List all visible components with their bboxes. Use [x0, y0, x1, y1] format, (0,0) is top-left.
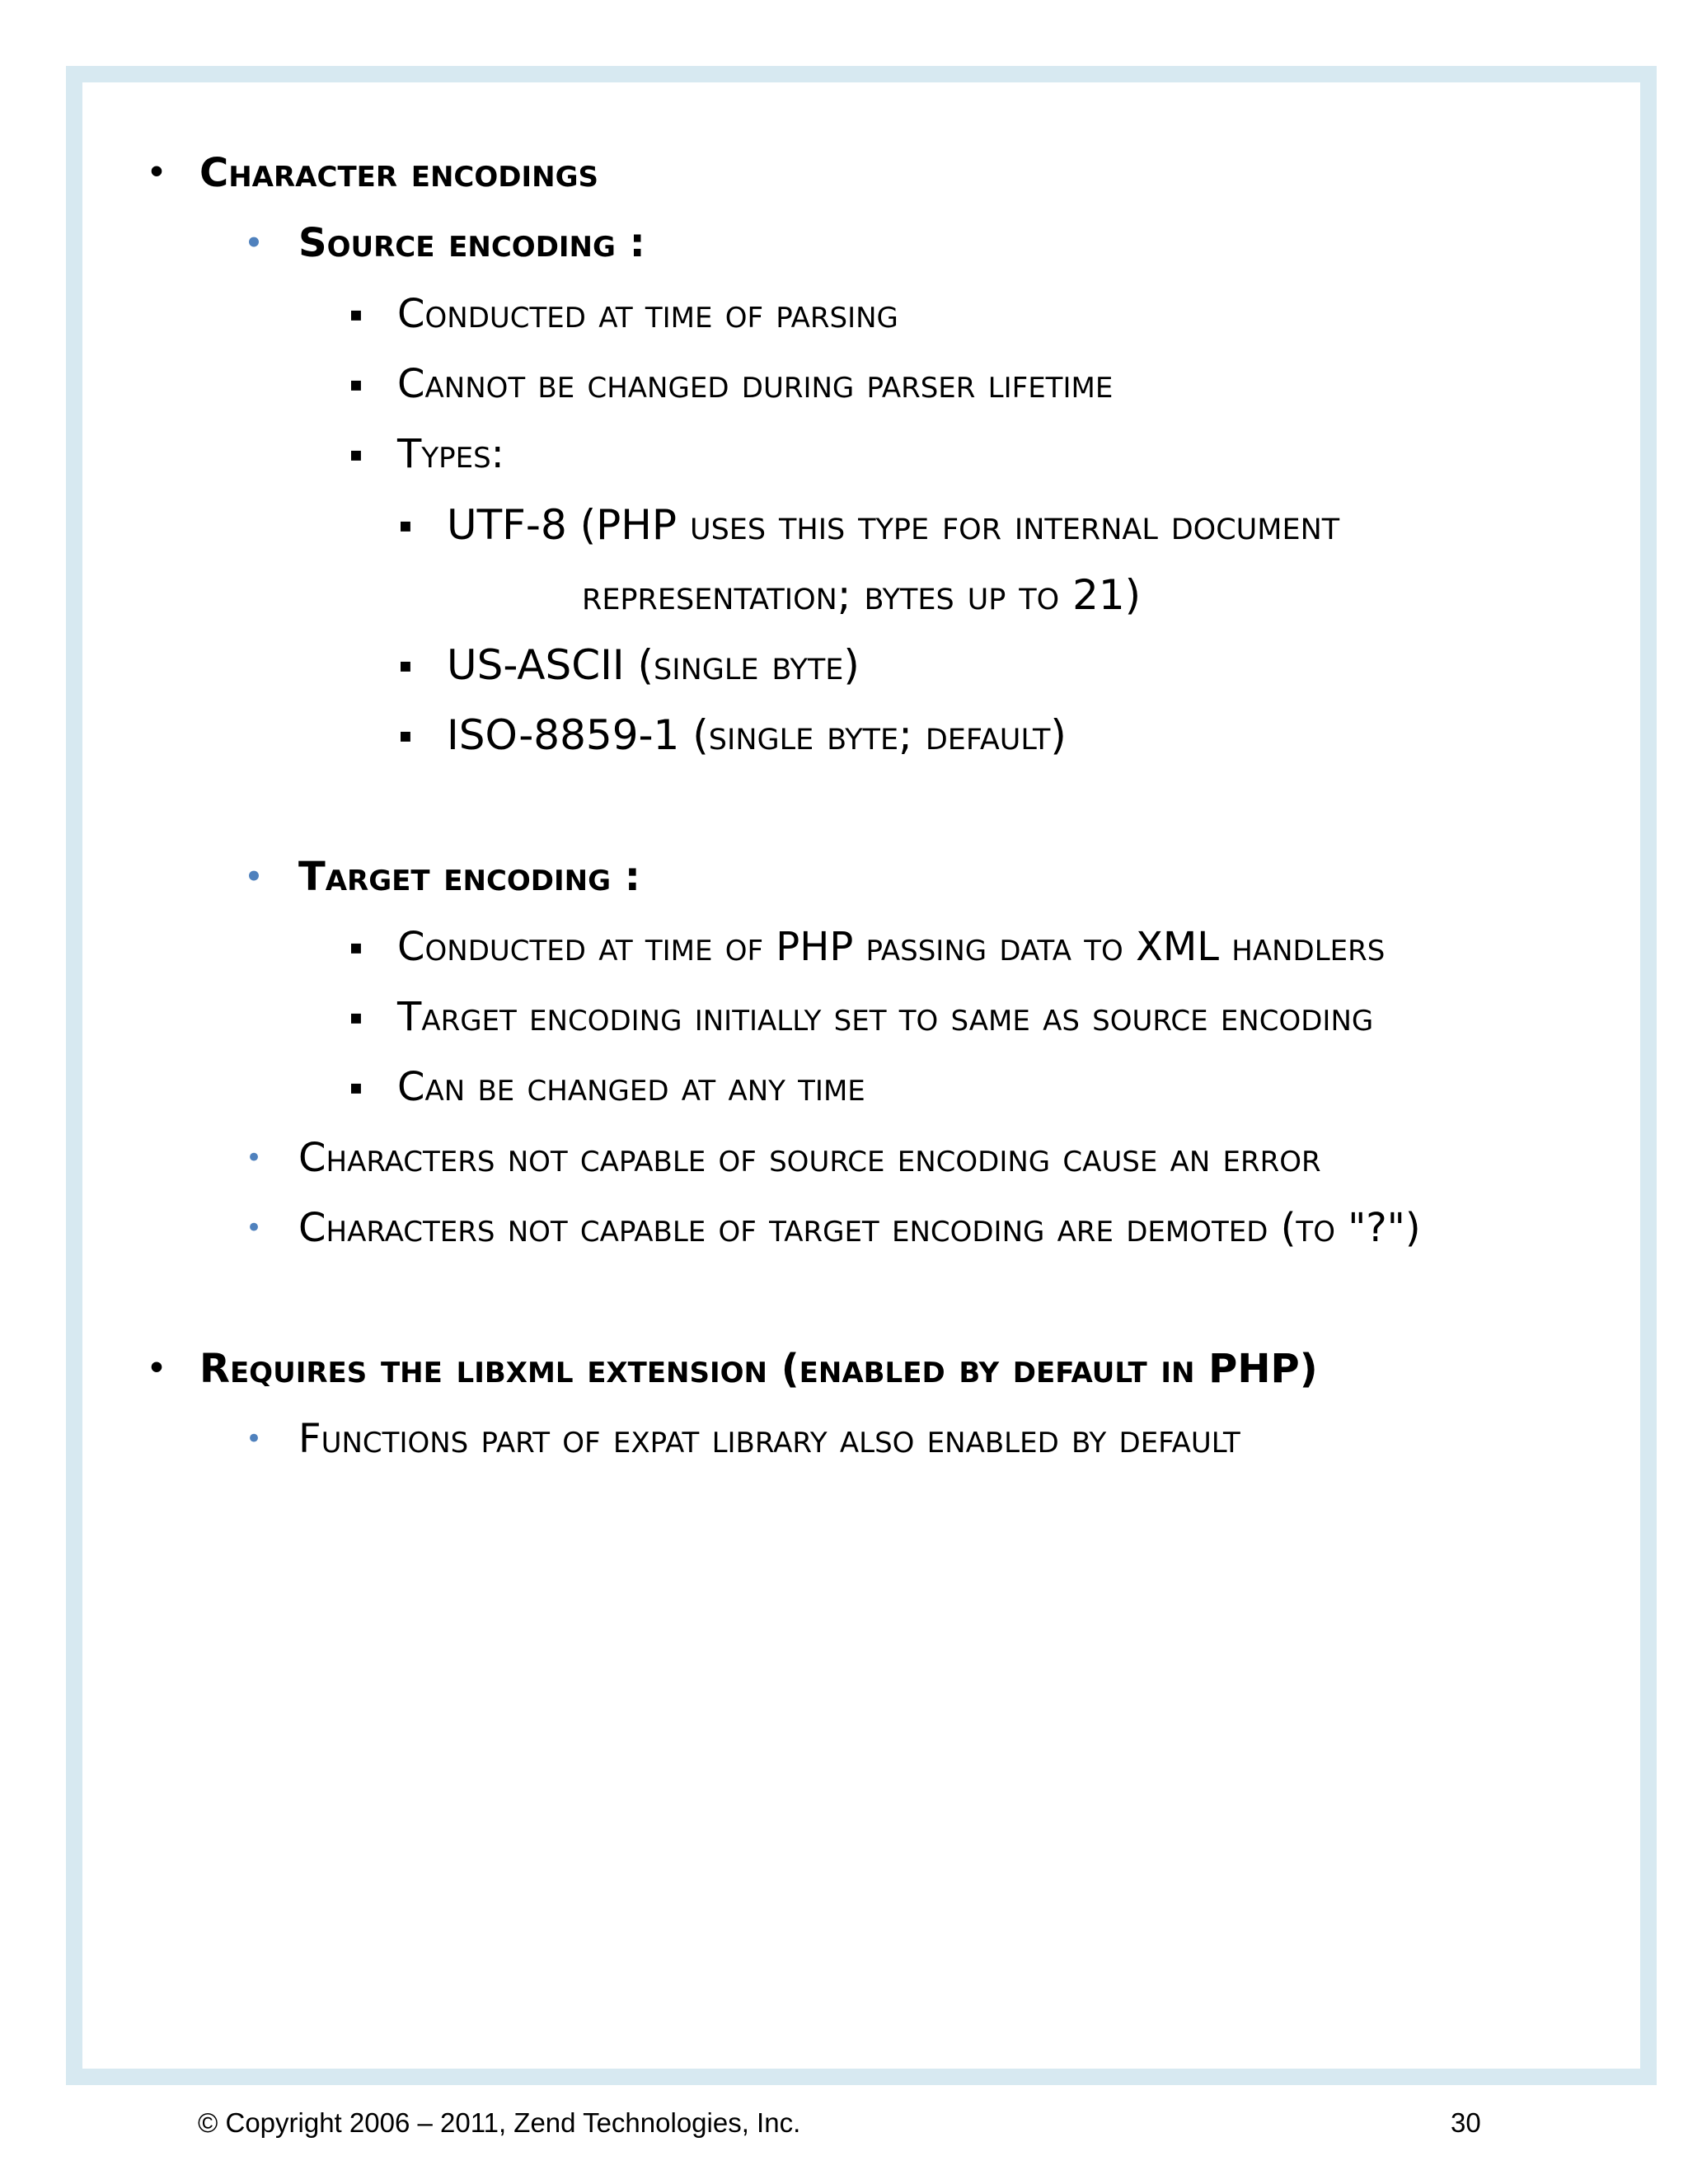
- level2-bullet-icon: •: [245, 1141, 263, 1174]
- list-item-text: Functions part of expat library also enabled by default: [298, 1416, 1240, 1462]
- footer-copyright: © Copyright 2006 – 2011, Zend Technologies, Inc.: [198, 2107, 801, 2138]
- type-item-continuation-text: representation; bytes up to 21): [582, 571, 1142, 619]
- level3-bullet-icon: ▪: [349, 1076, 363, 1099]
- level3-bullet-icon: ▪: [349, 373, 363, 396]
- subsection-label: Source encoding :: [298, 220, 645, 266]
- level1-bullet-icon: •: [147, 156, 166, 190]
- list-item-text: Types:: [397, 431, 504, 477]
- level4-bullet-icon: ▪: [398, 513, 413, 537]
- list-item-text: Characters not capable of target encoding are demoted (to "?"): [298, 1205, 1421, 1251]
- level2-bullet-icon: •: [245, 227, 263, 260]
- list-item-text: Conducted at time of PHP passing data to XML handlers: [397, 924, 1386, 970]
- level4-bullet-icon: ▪: [398, 724, 413, 747]
- section-heading: Character encodings: [199, 150, 599, 196]
- type-item-text: ISO-8859-1 (single byte; default): [447, 711, 1067, 759]
- level3-bullet-icon: ▪: [349, 1005, 363, 1029]
- list-item-text: Conducted at time of parsing: [397, 291, 898, 337]
- level4-bullet-icon: ▪: [398, 654, 413, 677]
- list-item-text: Target encoding initially set to same as source encoding: [397, 994, 1374, 1040]
- type-item-text: UTF-8 (PHP uses this type for internal document: [447, 501, 1340, 549]
- type-item-text: US-ASCII (single byte): [447, 641, 860, 689]
- list-item-text: Can be changed at any time: [397, 1064, 865, 1110]
- subsection-label: Target encoding :: [298, 854, 640, 900]
- level2-bullet-icon: •: [245, 1212, 263, 1244]
- level1-bullet-icon: •: [147, 1352, 166, 1385]
- list-item-text: Cannot be changed during parser lifetime: [397, 361, 1114, 407]
- level2-bullet-icon: •: [245, 1422, 263, 1455]
- section-heading: Requires the libxml extension (enabled by default in PHP): [199, 1346, 1318, 1392]
- level3-bullet-icon: ▪: [349, 935, 363, 958]
- level3-bullet-icon: ▪: [349, 302, 363, 326]
- level2-bullet-icon: •: [245, 860, 263, 893]
- level3-bullet-icon: ▪: [349, 443, 363, 466]
- list-item-text: Characters not capable of source encoding cause an error: [298, 1135, 1321, 1181]
- page-number: 30: [1451, 2107, 1481, 2138]
